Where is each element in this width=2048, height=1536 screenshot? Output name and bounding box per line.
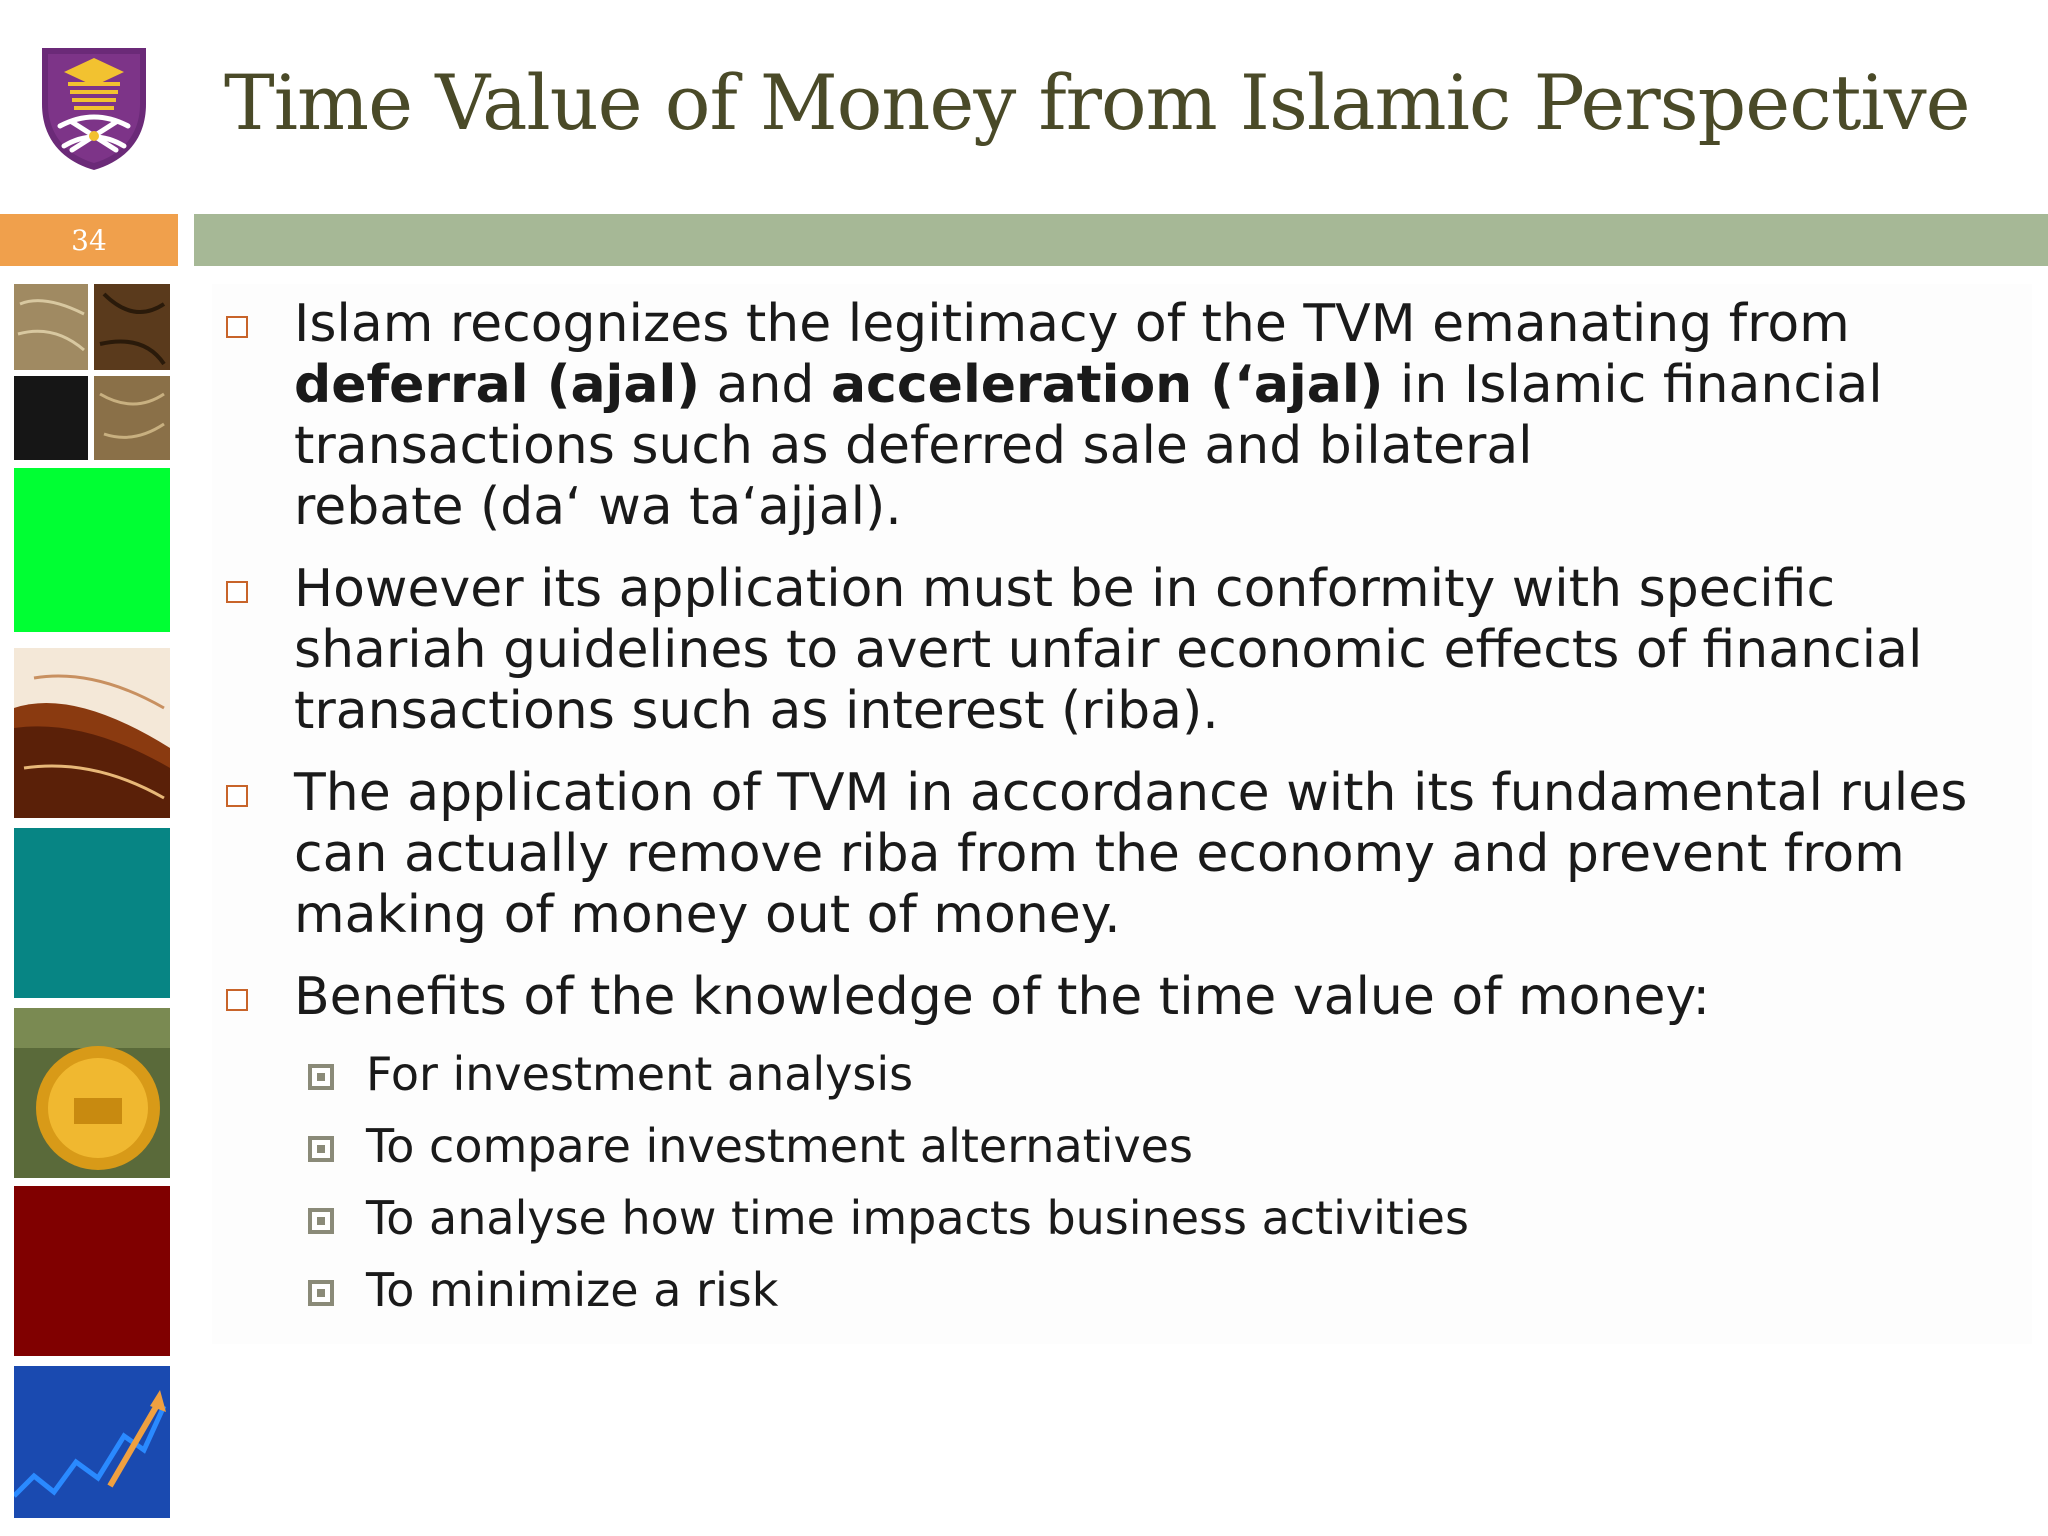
bullet-item: However its application must be in conformity with specific shariah guidelines to avert unfair economic effects of financial transactions such as interest (riba). bbox=[294, 559, 2014, 742]
sub-bullet-item: For investment analysis bbox=[366, 1046, 1966, 1102]
header-bar bbox=[194, 214, 2048, 266]
square-sub-bullet-icon bbox=[308, 1208, 334, 1234]
slide-content bbox=[212, 284, 2032, 1344]
university-logo bbox=[38, 42, 150, 174]
slide-number: 34 bbox=[0, 214, 178, 266]
sub-bullet-item: To minimize a risk bbox=[366, 1262, 1966, 1318]
gold-coin-image bbox=[14, 1008, 170, 1178]
sub-bullet-item: To compare investment alternatives bbox=[366, 1118, 1966, 1174]
bullet-item: Islam recognizes the legitimacy of the TVM emanating from deferral (ajal) and acceleration (‘ajal) in Islamic financial transactions such as deferred sale and bilateral rebate (da‘ wa ta‘ajjal). bbox=[294, 294, 2014, 538]
stock-chart-image bbox=[14, 1366, 170, 1518]
bullet-item: The application of TVM in accordance with its fundamental rules can actually remove riba from the economy and prevent from making of money out of money. bbox=[294, 763, 2014, 946]
square-bullet-icon bbox=[226, 581, 248, 603]
green-block bbox=[14, 468, 170, 632]
teal-block bbox=[14, 828, 170, 998]
square-bullet-icon bbox=[226, 989, 248, 1011]
maroon-block bbox=[14, 1186, 170, 1356]
square-sub-bullet-icon bbox=[308, 1280, 334, 1306]
square-bullet-icon bbox=[226, 316, 248, 338]
sub-bullet-item: To analyse how time impacts business activities bbox=[366, 1190, 1966, 1246]
square-sub-bullet-icon bbox=[308, 1064, 334, 1090]
square-sub-bullet-icon bbox=[308, 1136, 334, 1162]
wood-texture-image bbox=[14, 284, 170, 460]
square-bullet-icon bbox=[226, 785, 248, 807]
open-book-image bbox=[14, 648, 170, 818]
slide-title: Time Value of Money from Islamic Perspective bbox=[224, 58, 1970, 147]
bullet-item: Benefits of the knowledge of the time value of money: bbox=[294, 967, 2014, 1028]
